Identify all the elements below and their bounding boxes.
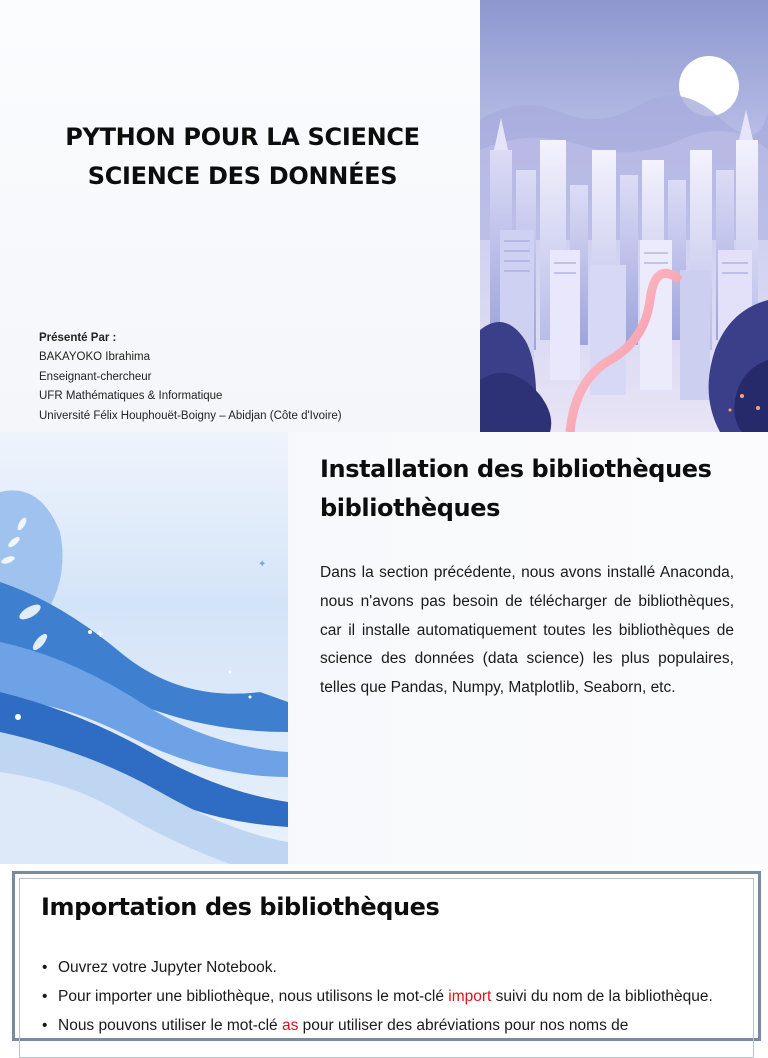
installation-title-line-2: bibliothèques [320,494,500,522]
bullet-item [42,982,742,1011]
slide-installation [0,432,768,864]
installation-paragraph: Dans la section précédente, nous avons installé Anaconda, nous n'avons pas besoin de télécharger de bibliothèques, car il installe automatiquement toutes les bibliothèques de science des données (data science) les plus populaires, telles que Pandas, Numpy, Matplotlib, Seaborn, etc. [320,564,734,697]
slide-inner-frame [19,878,754,1058]
keyword-import: import [448,988,492,1005]
svg-text:✦: ✦ [258,559,267,570]
presenter-role: Enseignant-chercheur [39,370,152,383]
title-line-1: PYTHON POUR LA SCIENCE [65,123,420,151]
keyword-as: as [282,1017,299,1034]
installation-title [320,450,750,528]
slide-importation [12,871,761,1041]
title-line-2: SCIENCE DES DONNÉES [87,162,398,190]
bullet-item [42,953,742,982]
presenter-info [39,329,342,426]
bullet-text-after: pour utiliser des abréviations pour nos noms de [298,1017,629,1034]
presenter-name: BAKAYOKO Ibrahima [39,351,150,364]
slide-title [0,0,768,432]
installation-title-line-1: Installation des bibliothèques [320,455,712,483]
bullet-item [42,1011,742,1040]
bullet-text-before: Pour importer une bibliothèque, nous utilisons le mot-clé [58,988,449,1005]
bullet-text-before: Nous pouvons utiliser le mot-clé [58,1017,282,1034]
city-illustration-icon [480,0,768,432]
importation-bullets [42,953,742,1040]
svg-text:+: + [96,629,105,640]
presenter-department: UFR Mathématiques & Informatique [39,390,223,403]
bullet-text: Ouvrez votre Jupyter Notebook. [58,959,277,976]
blue-waves-illustration-icon [0,432,288,864]
bullet-text-after: suivi du nom de la bibliothèque. [491,988,713,1005]
presenter-university: Université Félix Houphouët-Boigny – Abidjan (Côte d'Ivoire) [39,409,342,422]
presentation-title [20,118,465,196]
presenter-label: Présenté Par : [39,332,117,344]
importation-title: Importation des bibliothèques [41,893,440,921]
